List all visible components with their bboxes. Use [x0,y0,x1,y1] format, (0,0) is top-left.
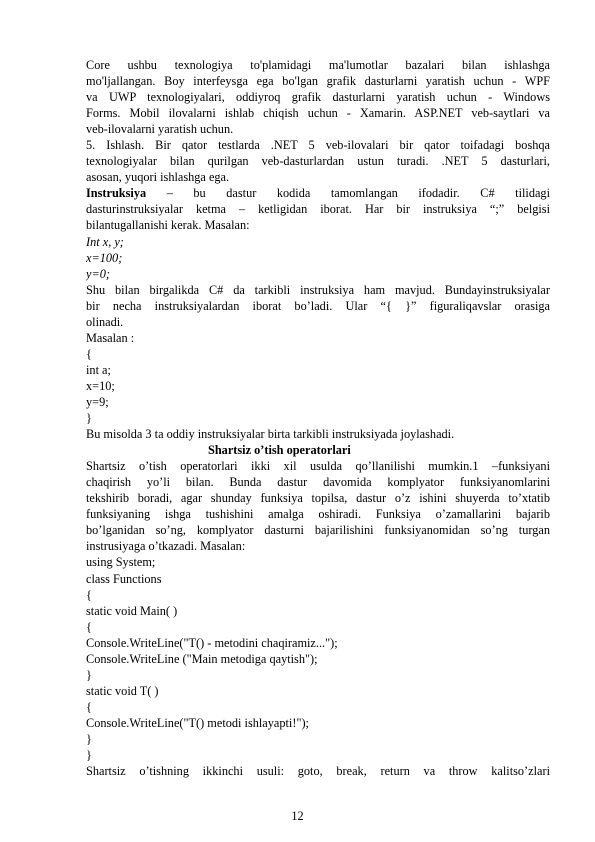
text-line: va UWP texnologiyalari, oddiyroq grafik dasturlarni yaratish uchun - Windows [86,90,550,105]
text-line: bo’lganidan so’ng, komplyator dasturni bajarilishini funksiyanomidan so’ng turgan [86,523,550,538]
text-line: } [86,411,92,426]
text-line: Core ushbu texnologiya to'plamidagi ma'lumotlar bazalari bilan ishlashga [86,58,550,72]
defined-term: Instruksiya [86,186,147,201]
text-line: } [86,667,92,682]
text-line: mo'ljallangan. Boy interfeysga ega bo'lgan grafik dasturlarni yaratish uchun - WPF [86,74,550,89]
text-line: Shartsiz o’tishning ikkinchi usuli: goto, break, return va throw kalitso’zlari [86,764,550,779]
section-heading: Shartsiz o’tish operatorlari [208,443,351,458]
text-line: bir necha instruksiyalardan iborat bo’ladi. Ular “{ }” figuraliqavslar orasiga [86,298,550,313]
text-line: Bu misolda 3 ta oddiy instruksiyalar birta tarkibli instruksiyada joylashadi. [86,427,455,442]
text-line: { [86,699,92,714]
definition-line [86,185,550,201]
text-line: chaqirish yo’li bilan. Bunda dastur davomida komplyator funksiyanomlarini [86,475,550,490]
text-line: { [86,346,92,361]
text-line: static void T( ) [86,683,159,698]
text-line: 5. Ishlash. Bir qator testlarda .NET 5 veb-ilovalari bir qator toifadagi boshqa [86,138,550,153]
code-line-italic: y=0; [86,266,110,281]
text-line: bilantugallanishi kerak. Masalan: [86,218,250,233]
text-line: Console.WriteLine("T() metodi ishlayapti!"); [86,715,309,730]
text-line: Masalan : [86,330,135,345]
text-line: funksiyaning ishga tushishini amalga oshiradi. Funksiya o’zamallarini bajarib [86,507,550,522]
text-line: { [86,619,92,634]
text-line: Console.WriteLine("T() - metodini chaqiramiz..."); [86,635,338,650]
text-line: class Functions [86,571,162,586]
text-line: } [86,748,92,763]
text-line: Console.WriteLine ("Main metodiga qaytish"); [86,651,318,666]
code-line-italic: x=100; [86,250,123,265]
text-line: olinadi. [86,314,124,329]
text-line: veb-ilovalarni yaratish uchun. [86,122,234,137]
text-line: } [86,731,92,746]
text-line: dasturinstruksiyalar ketma – ketligidan iborat. Har bir instruksiya “;” belgisi [86,202,550,217]
text-line: Shartsiz o’tish operatorlari ikki xil usulda qo’llanilishi mumkin.1 –funksiyani [86,459,550,474]
text-line: static void Main( ) [86,603,178,618]
text-line: texnologiyalar bilan qurilgan veb-dasturlardan ustun turadi. .NET 5 dasturlari, [86,154,550,169]
text-line: x=10; [86,378,115,393]
text-line: instrusiyaga o’tkazadi. Masalan: [86,539,246,554]
text-line: { [86,587,92,602]
text-line: tekshirib boradi, agar shunday funksiya topilsa, dastur o’z ishini shuyerda to’xtatib [86,491,550,506]
code-line-italic: Int x, y; [86,234,124,249]
text-line: asosan, yuqori ishlashga ega. [86,170,230,185]
text-line: using System; [86,555,156,570]
text-line: Shu bilan birgalikda C# da tarkibli instruksiya ham mavjud. Bundayinstruksiyalar [86,282,550,297]
document-body [86,57,550,779]
page-number: 12 [291,809,304,823]
definition-text: – bu dastur kodida tamomlangan ifodadir. C# tilidagi [146,186,550,201]
text-line: y=9; [86,394,109,409]
text-line: Forms. Mobil ilovalarni ishlab chiqish uchun - Xamarin. ASP.NET veb-saytlari va [86,106,550,121]
text-line: int a; [86,362,111,377]
